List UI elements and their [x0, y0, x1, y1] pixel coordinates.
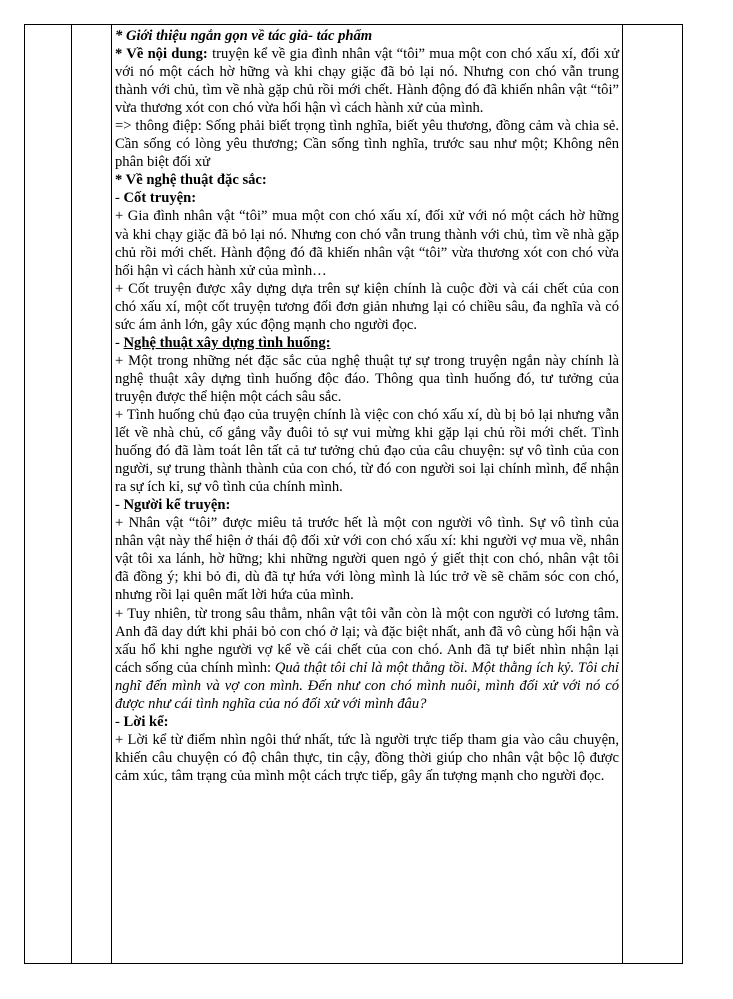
plot-prefix: -	[115, 190, 124, 207]
voice-prefix: -	[115, 713, 124, 730]
table-row	[25, 25, 683, 964]
narrator-text: + Tuy nhiên, từ trong sâu thẳm, nhân vật tôi vẫn còn là một con người có lương tâm. Anh đã day dứt khi phải bỏ con chó ở lại; và đặc biệt nhất, anh đã vô cùng hối hận và xấu hổ khi nghe người vợ kể về cái chết của con chó. Anh đã tự biết nhìn nhận lại cách sống của chính mình:	[115, 605, 619, 676]
situation-prefix: -	[115, 334, 124, 351]
plot-heading: Cốt truyện:	[123, 190, 197, 207]
content-text-block	[112, 25, 622, 785]
voice-heading-line	[115, 713, 619, 731]
intro-heading: * Giới thiệu ngắn gọn về tác giả- tác phẩm	[115, 28, 373, 44]
message-paragraph: => thông điệp: Sống phải biết trọng tình nghĩa, biết yêu thương, đồng cảm và chia sẻ. Cần sống có lòng yêu thương; Cần sống tình nghĩa, trước sau như một; Không nên phân biệt đối xử	[115, 118, 619, 171]
narrator-paragraph-2	[115, 605, 619, 713]
situation-heading: Nghệ thuật xây dựng tình huống:	[123, 334, 331, 351]
content-label: * Về nội dung:	[115, 46, 213, 63]
plot-heading-line	[115, 189, 619, 207]
narrator-quote: Quả thật tôi chỉ là một thằng tồi. Một thằng ích kỷ. Tôi chỉ nghĩ đến mình và vợ con mình. Đến như con chó mình nuôi, mình đối xử với nó có được như cái tình nghĩa của nó đối xử với mình đâu?	[115, 659, 619, 712]
situation-paragraph-2: + Tình huống chủ đạo của truyện chính là việc con chó xấu xí, dù bị bỏ lại nhưng vẫn lết về nhà chủ, cố gắng vẫy đuôi tỏ sự vui mừng khi gặp lại chủ rồi mới chết. Tình huống đó đã làm toát lên tất cả tư tưởng chủ đạo của câu chuyện: sự vô tình của con người, sự trung thành thành của con chó, từ đó con người soi lại chính mình, để nhận ra sự ích kỉ, sự vô tình của chính mình.	[115, 406, 619, 496]
plot-paragraph-1: + Gia đình nhân vật “tôi” mua một con chó xấu xí, đối xử với nó một cách hờ hững và khi chạy giặc đã bỏ lại nó. Nhưng con chó vẫn trung thành với chủ, tìm về nhà gặp chủ rồi mới chết. Hành động đó đã khiến nhân vật “tôi” vừa thương xót con chó vừa hối hận vì cách hành xử của mình…	[115, 208, 619, 279]
narrator-heading-line	[115, 496, 619, 514]
table-cell-content	[112, 25, 623, 964]
narrator-heading: Người kể truyện:	[123, 497, 231, 514]
narrator-prefix: -	[115, 497, 124, 514]
table-cell-col1	[25, 25, 72, 964]
narrator-paragraph-1: + Nhân vật “tôi” được miêu tả trước hết là một con người vô tình. Sự vô tình của nhân vật này thể hiện ở thái độ đối xử với con chó xấu xí: khi người vợ mua về, nhân vật tôi xa lánh, hờ hững; khi những người quen ngỏ ý giết thịt con chó, nhân vật tôi đã đồng ý; khi bỏ đi, dù đã tự hứa với lòng mình là lúc trở về sẽ chăm sóc con chó, nhưng rồi lại quên mất lời hứa của mình.	[115, 515, 619, 604]
content-table	[24, 24, 683, 964]
table-cell-col2	[72, 25, 112, 964]
voice-heading: Lời kể:	[123, 713, 169, 730]
plot-paragraph-2: + Cốt truyện được xây dựng dựa trên sự kiện chính là cuộc đời và cái chết của con chó xấu xí, một cốt truyện tương đối đơn giản nhưng lại có chiều sâu, đa nghĩa và có sức ám ảnh lớn, gây xúc động mạnh cho người đọc.	[115, 280, 619, 333]
content-text: truyện kể về gia đình nhân vật “tôi” mua một con chó xấu xí, đối xử với nó một cách hờ hững và khi chạy giặc đã bỏ lại nó. Nhưng con chó vẫn trung thành với chủ, tìm về nhà gặp chủ rồi mới chết. Hành động đó đã khiến nhân vật “tôi” vừa thương xót con chó vừa hối hận vì cách hành xử của mình.	[115, 46, 619, 117]
voice-paragraph-1: + Lời kể từ điểm nhìn ngôi thứ nhất, tức là người trực tiếp tham gia vào câu chuyện, khiến câu chuyện có độ chân thực, tin cậy, đồng thời giúp cho nhân vật bộc lộ được cảm xúc, tâm trạng của mình một cách trực tiếp, gây ấn tượng mạnh cho người đọc.	[115, 731, 619, 784]
situation-paragraph-1: + Một trong những nét đặc sắc của nghệ thuật tự sự trong truyện ngắn này chính là nghệ thuật xây dựng tình huống độc đáo. Thông qua tình huống đó, tư tưởng của truyện được thể hiện một cách sâu sắc.	[115, 352, 619, 405]
table-cell-col4	[623, 25, 683, 964]
art-heading: * Về nghệ thuật đặc sắc:	[115, 172, 267, 189]
situation-heading-line	[115, 334, 619, 352]
content-paragraph	[115, 45, 619, 117]
